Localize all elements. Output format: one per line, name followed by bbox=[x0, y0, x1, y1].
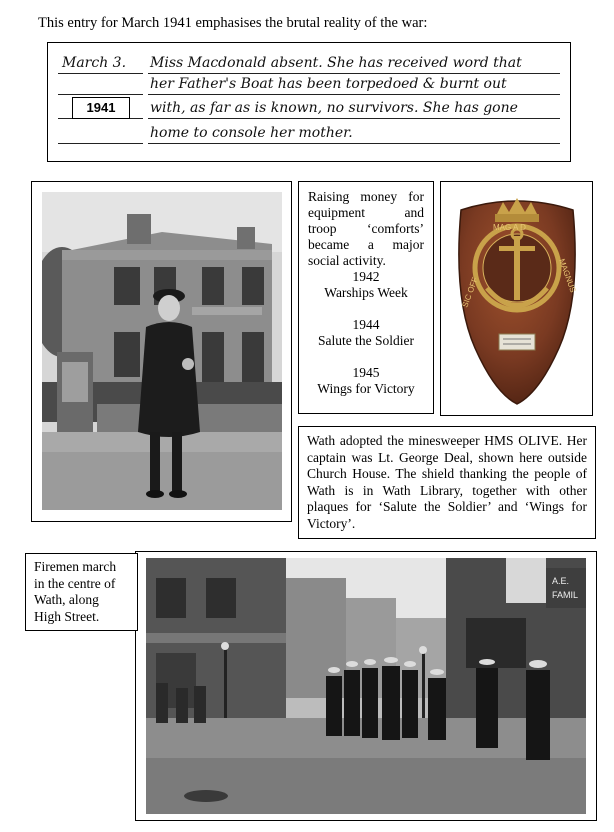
shield-photo bbox=[447, 188, 587, 410]
firemen-caption-line: in the centre of bbox=[34, 575, 116, 591]
diary-rule bbox=[148, 94, 560, 95]
year-label: 1941 bbox=[72, 97, 130, 119]
firemen-photo bbox=[146, 558, 586, 814]
shield-motto-top: MAG A D bbox=[493, 223, 526, 232]
diary-line-1: Miss Macdonald absent. She has received word that bbox=[150, 55, 522, 71]
diary-rule bbox=[148, 118, 560, 119]
event-year: 1942 bbox=[352, 269, 380, 284]
event-year: 1945 bbox=[352, 365, 380, 380]
diary-rule bbox=[58, 94, 143, 95]
fundraising-line: became a major bbox=[308, 237, 424, 252]
shield-photo-frame bbox=[440, 181, 593, 416]
firemen-photo-frame bbox=[135, 551, 597, 821]
firemen-caption-line: Firemen march bbox=[34, 559, 117, 574]
diary-rule bbox=[58, 143, 143, 144]
olive-caption-box bbox=[298, 426, 596, 539]
fundraising-box bbox=[298, 181, 434, 414]
diary-rule bbox=[58, 73, 143, 74]
shop-sign-line-2: FAMIL bbox=[552, 590, 579, 600]
officer-photo bbox=[42, 192, 282, 510]
fundraising-line: troop ‘comforts’ bbox=[308, 221, 424, 236]
diary-date: March 3. bbox=[62, 55, 127, 71]
firemen-caption-line: High Street. bbox=[34, 608, 100, 624]
intro-text: This entry for March 1941 emphasises the brutal reality of the war: bbox=[38, 15, 428, 31]
event-name: Warships Week bbox=[324, 285, 408, 300]
event-year: 1944 bbox=[352, 317, 380, 332]
diary-line-2: her Father's Boat has been torpedoed & burnt out bbox=[150, 76, 507, 92]
shop-sign-line-1: A.E. bbox=[552, 576, 570, 586]
fundraising-line: social activity. bbox=[308, 253, 386, 268]
shield-motto-right: MAGNUS bbox=[557, 257, 578, 294]
diary-excerpt bbox=[47, 42, 571, 162]
event-name: Salute the Soldier bbox=[318, 333, 414, 348]
firemen-caption-line: Wath, along bbox=[34, 592, 99, 607]
diary-rule bbox=[148, 73, 560, 74]
shield-motto-left: SIC OFF bbox=[460, 275, 480, 309]
firemen-caption-box bbox=[25, 553, 138, 631]
olive-caption: Wath adopted the minesweeper HMS OLIVE. Her captain was Lt. George Deal, shown here outside Church House. The shield thanking the people of Wath is in Wath Library, together with other plaques for ‘Salute the Soldier’ and ‘Wings for Victory’. bbox=[307, 433, 587, 531]
event-name: Wings for Victory bbox=[317, 381, 415, 396]
fundraising-line: Raising money for bbox=[308, 189, 424, 204]
diary-line-4: home to console her mother. bbox=[150, 125, 353, 141]
officer-photo-frame bbox=[31, 181, 292, 522]
diary-rule bbox=[148, 143, 560, 144]
fundraising-line: equipment and bbox=[308, 205, 424, 220]
diary-line-3: with, as far as is known, no survivors. She has gone bbox=[150, 100, 518, 116]
